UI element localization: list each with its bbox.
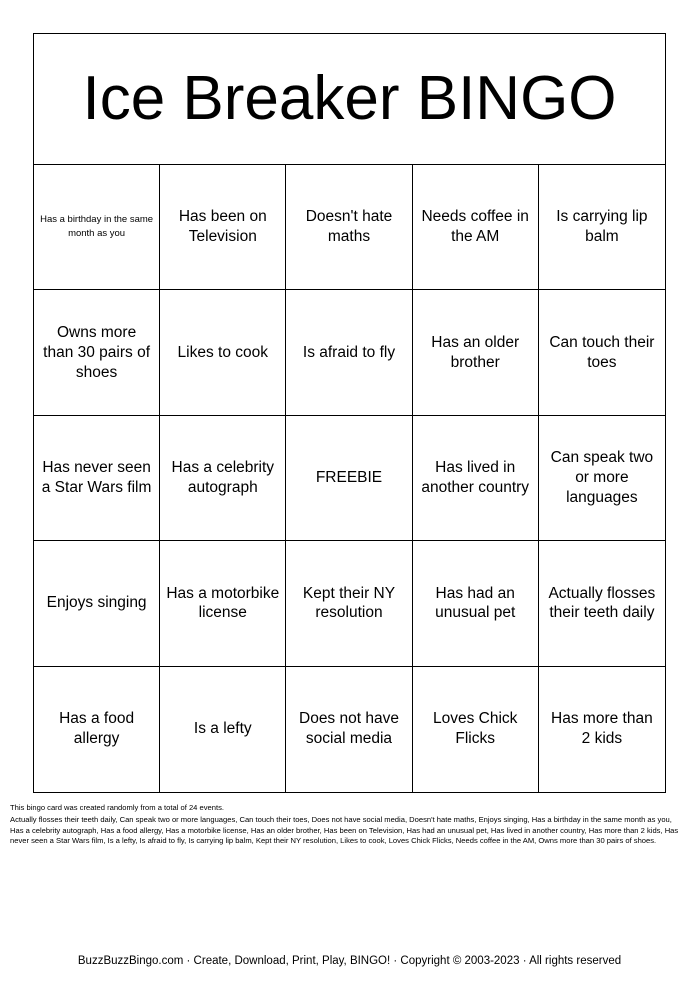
bingo-grid xyxy=(34,165,665,792)
page-footer: BuzzBuzzBingo.com · Create, Download, Print, Play, BINGO! · Copyright © 2003-2023 · All rights reserved xyxy=(77,955,622,967)
card-title-band xyxy=(34,34,665,165)
bingo-cell[interactable]: Kept their NY resolution xyxy=(286,541,412,666)
bingo-cell[interactable]: Has lived in another country xyxy=(413,416,539,541)
bingo-cell[interactable]: Can speak two or more languages xyxy=(539,416,665,541)
bingo-cell[interactable]: Can touch their toes xyxy=(539,290,665,415)
bingo-cell[interactable]: Enjoys singing xyxy=(34,541,160,666)
bingo-cell[interactable]: Has had an unusual pet xyxy=(413,541,539,666)
bingo-cell[interactable]: Has been on Television xyxy=(160,165,286,290)
bingo-cell[interactable]: Doesn't hate maths xyxy=(286,165,412,290)
bingo-cell[interactable]: Has a celebrity autograph xyxy=(160,416,286,541)
bingo-cell[interactable]: Loves Chick Flicks xyxy=(413,667,539,792)
bingo-cell[interactable]: Has a food allergy xyxy=(34,667,160,792)
bingo-cell-freebie[interactable]: FREEBIE xyxy=(286,416,412,541)
bingo-card xyxy=(33,33,666,793)
bingo-cell[interactable]: Likes to cook xyxy=(160,290,286,415)
page-title: Ice Breaker BINGO xyxy=(82,64,617,133)
bingo-cell[interactable]: Owns more than 30 pairs of shoes xyxy=(34,290,160,415)
bingo-cell[interactable]: Actually flosses their teeth daily xyxy=(539,541,665,666)
bingo-cell[interactable]: Has a birthday in the same month as you xyxy=(34,165,160,290)
bingo-cell[interactable]: Is afraid to fly xyxy=(286,290,412,415)
bingo-cell[interactable]: Is carrying lip balm xyxy=(539,165,665,290)
bingo-cell[interactable]: Has never seen a Star Wars film xyxy=(34,416,160,541)
bingo-cell[interactable]: Is a lefty xyxy=(160,667,286,792)
bingo-cell[interactable]: Needs coffee in the AM xyxy=(413,165,539,290)
bingo-cell[interactable]: Has a motorbike license xyxy=(160,541,286,666)
bingo-cell[interactable]: Has an older brother xyxy=(413,290,539,415)
bingo-cell[interactable]: Does not have social media xyxy=(286,667,412,792)
notes-event-list: Actually flosses their teeth daily, Can speak two or more languages, Can touch their toes, Does not have social media, Doesn't hate maths, Enjoys singing, Has a birthday in the same month as you, Has a celebrity autograph, Has a food allergy, Has a motorbike license, Has an older brother, Has been on Television, Has had an unusual pet, Has lived in another country, Has more than 2 kids, Has never seen a Star Wars film, Is a lefty, Is afraid to fly, Is carrying lip balm, Kept their NY resolution, Likes to cook, Loves Chick Flicks, Needs coffee in the AM, Owns more than 30 pairs of shoes. xyxy=(10,815,679,846)
card-notes xyxy=(10,803,682,847)
bingo-cell[interactable]: Has more than 2 kids xyxy=(551,710,653,748)
notes-summary: This bingo card was created randomly from a total of 24 events. xyxy=(10,803,224,812)
